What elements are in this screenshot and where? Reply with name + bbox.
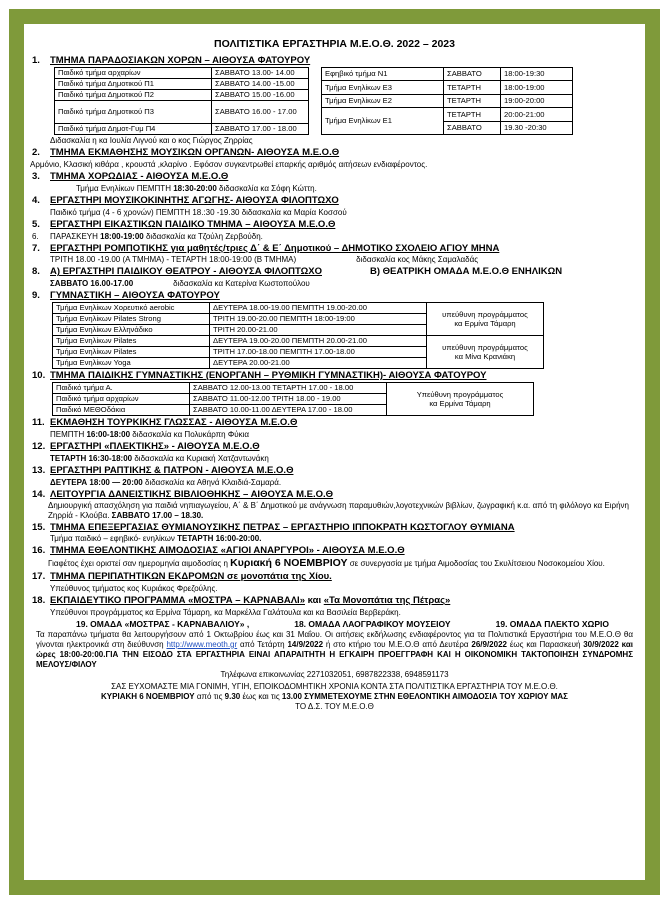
section-3-heading: 3. ΤΜΗΜΑ ΧΟΡΩΔΙΑΣ - ΑΙΘΟΥΣΑ Μ.Ε.Ο.Θ	[32, 170, 229, 182]
table-row: Παιδικό τμήμα Α. ΣΑΒΒΑΤΟ 12.00-13.00 ΤΕΤΑΡΤΗ 17.00 - 18.00 Υπεύθυνη προγράμματος κα Ερμίνα Τάμαρη	[53, 383, 534, 394]
table-row: Τμήμα Ενηλίκων Ε2 ΤΕΤΑΡΤΗ 19:00-20:00	[322, 94, 573, 107]
section-14-heading: 14. ΛΕΙΤΟΥΡΓΙΑ ΔΑΝΕΙΣΤΙΚΗΣ ΒΙΒΛΙΟΘΗΚΗΣ – ΑΙΘΟΥΣΑ Μ.Ε.Ο.Θ	[32, 488, 334, 500]
section-title: ΤΜΗΜΑ ΠΑΡΑΔΟΣΙΑΚΩΝ ΧΟΡΩΝ – ΑΙΘΟΥΣΑ ΦΑΤΟΥΡΟΥ	[50, 55, 311, 67]
table-row: Τμήμα Ενηλίκων Ελληνάδικο ΤΡΙΤΗ 20.00-21.00	[53, 325, 544, 336]
section-6-text: 6. ΠΑΡΑΣΚΕΥΗ 18:00-19:00 διδασκαλία κα Τζούλη Ζερβούδη.	[32, 231, 263, 241]
section-13-heading: 13. ΕΡΓΑΣΤΗΡΙ ΡΑΠΤΙΚΗΣ & ΠΑΤΡΟΝ - ΑΙΘΟΥΣΑ Μ.Ε.Ο.Θ	[32, 464, 294, 476]
section-8-heading: 8. Α) ΕΡΓΑΣΤΗΡΙ ΠΑΙΔΙΚΟΥ ΘΕΑΤΡΟΥ - ΑΙΘΟΥΣΑ ΦΙΛΟΠΤΩΧΟ Β) ΘΕΑΤΡΙΚΗ ΟΜΑΔΑ Μ.Ε.Ο.Θ ΕΝΗΛΙΚΩΝ	[32, 266, 563, 278]
section-11-text: ΠΕΜΠΤΗ 16:00-18:00 διδασκαλία κα Πολυκάρπη Φύκια	[50, 429, 249, 439]
section-1-heading	[30, 55, 639, 67]
table-row: Παιδικό τμήμα Δημοτικού Π3 ΣΑΒΒΑΤΟ 16.00 - 17.00	[55, 101, 309, 124]
dance-adults-table	[321, 67, 573, 135]
table-row: ΣΑΒΒΑΤΟ 19.30 -20:30	[322, 121, 573, 134]
registration-notice: Τα παραπάνω τμήματα θα λειτουργήσουν από 1 Οκτωβρίου έως και 31 Μαΐου. Οι αιτήσεις εκδήλωσης ενδιαφέροντος για τα Πολιτιστικά Εργαστήρια του Μ.Ε.Ο.Θ θα γίνονται ηλεκτρονικά στη διεύθυνση http://www.meoth.gr από Τετάρτη 14/9/2022 ή στο κτήριο του Μ.Ε.Ο.Θ από Δευτέρα 26/9/2022 έως και Παρασκευή 30/9/2022 και ώρες 18:00-20:00.ΓΙΑ ΤΗΝ ΕΙΣΟΔΟ ΣΤΑ ΕΡΓΑΣΤΗΡΙΑ ΕΙΝΑΙ ΑΠΑΡΑΙΤΗΤΗ Η ΕΓΚΑΙΡΗ ΠΡΟΕΓΓΡΑΦΗ ΚΑΙ Η ΟΙΚΟΝΟΜΙΚΗ ΤΑΚΤΟΠΟΙΗΣΗ ΣΥΝΔΡΟΜΗΣ ΜΕΛΟΥΣ/ΦΙΛΟΥ	[36, 629, 634, 669]
section-5-heading: 5. ΕΡΓΑΣΤΗΡΙ ΕΙΚΑΣΤΙΚΩΝ ΠΑΙΔΙΚΟ ΤΜΗΜΑ – ΑΙΘΟΥΣΑ Μ.Ε.Ο.Θ	[32, 218, 336, 230]
section-2-text: Αρμόνιο, Κλασική κιθάρα , κρουστά ,κλαρίνο . Εφόσον συγκεντρωθεί επαρκής αριθμός αιτήσεων ενδιαφέροντος.	[30, 159, 428, 169]
section-7-heading: 7. ΕΡΓΑΣΤΗΡΙ ΡΟΜΠΟΤΙΚΗΣ για μαθητές/τριες Δ΄ & Ε΄ Δημοτικού – ΔΗΜΟΤΙΚΟ ΣΧΟΛΕΙΟ ΑΓΙΟΥ ΜΗΝΑ	[32, 242, 500, 254]
table-row: Τμήμα Ενηλίκων Yoga ΔΕΥΤΕΡΑ 20.00-21.00	[53, 358, 544, 369]
table-row: Τμήμα Ενηλίκων Pilates ΤΡΙΤΗ 17.00-18.00 ΠΕΜΠΤΗ 17.00-18.00	[53, 347, 544, 358]
table-row: Παιδικό τμήμα αρχαρίων ΣΑΒΒΑΤΟ 11.00-12.00 ΤΡΙΤΗ 18.00 - 19.00	[53, 394, 534, 405]
section-14-text: Δημιουργική απασχόληση για παιδιά νηπιαγωγείου, Α΄ & Β΄ Δημοτικού με ανάγνωση παραμυθιών,λογοτεχνικών βιβλίων, ζωγραφική κ.α. από τη φιλόλογο κα Ειρήνη Ζηρρίά - Κλούβα. ΣΑΒΒΑΤΟ 17.00 – 18.30.	[48, 500, 629, 520]
section-12-text: ΤΕΤΑΡΤΗ 16:30-18:00 διδασκαλία κα Κυριακή Χατζαντωνάκη	[50, 453, 269, 463]
section-10-heading: 10. ΤΜΗΜΑ ΠΑΙΔΙΚΗΣ ΓΥΜΝΑΣΤΙΚΗΣ (ΕΝΟΡΓΑΝΗ – ΡΥΘΜΙΚΗ ΓΥΜΝΑΣΤΙΚΗ)- ΑΙΘΟΥΣΑ ΦΑΤΟΥΡΟΥ	[32, 370, 487, 382]
table-row: Παιδικό τμήμα αρχαρίων ΣΑΒΒΑΤΟ 13.00- 14.00	[55, 68, 309, 79]
section-4-heading: 4. ΕΡΓΑΣΤΗΡΙ ΜΟΥΣΙΚΟΚΙΝΗΤΗΣ ΑΓΩΓΗΣ- ΑΙΘΟΥΣΑ ΦΙΛΟΠΤΩΧΟ	[32, 194, 339, 206]
table-row: Παιδικό τμήμα Δημοτ-Γυμ Π4 ΣΑΒΒΑΤΟ 17.00 - 18.00	[55, 124, 309, 135]
section-12-heading: 12. ΕΡΓΑΣΤΗΡΙ «ΠΛΕΚΤΙΚΗΣ» - ΑΙΘΟΥΣΑ Μ.Ε.Ο.Θ	[32, 440, 260, 452]
groups-row: 19. ΟΜΑΔΑ «ΜΟΣΤΡΑΣ - ΚΑΡΝΑΒΑΛΙΟΥ» , 18. ΟΜΑΔΑ ΛΑΟΓΡΑΦΙΚΟΥ ΜΟΥΣΕΙΟΥ 19. ΟΜΑΔΑ ΠΛΕΚΤΟ ΧΩΡΙΟ	[76, 619, 609, 630]
section-2-heading: 2. ΤΜΗΜΑ ΕΚΜΑΘΗΣΗΣ ΜΟΥΣΙΚΩΝ ΟΡΓΑΝΩΝ- ΑΙΘΟΥΣΑ Μ.Ε.Ο.Θ	[32, 147, 340, 158]
section-18-text: Υπεύθυνοι προγράμματος κα Ερμίνα Τάμαρη, κα Μαρκέλλα Γαλάτουλα και κα Βασιλεία Βερβεράκη.	[50, 608, 401, 618]
table-row: Τμήμα Ενηλίκων Pilates Strong ΤΡΙΤΗ 19.00-20.00 ΠΕΜΠΤΗ 18:00-19:00	[53, 314, 544, 325]
section-16-text: Γιαφέτος έχει οριστεί σαν ημερομηνία αιμοδοσίας η Κυριακή 6 ΝΟΕΜΒΡΙΟΥ σε συνεργασία με τμήμα Αιμοδοσίας του Σκυλίτσειου Νοσοκομείου Χίου.	[48, 557, 605, 570]
section-1-teachers: Διδασκαλία η κα Ιουλία Λιγνού και ο κος Γιώργος Ζηρρίας	[50, 136, 253, 145]
document-page	[30, 32, 639, 874]
table-row: Παιδικό τμήμα Δημοτικού Π2 ΣΑΒΒΑΤΟ 15.00 -16.00	[55, 90, 309, 101]
section-8-text: ΣΑΒΒΑΤΟ 16.00-17.00 διδασκαλία κα Κατερίνα Κωστοπούλου	[50, 279, 310, 289]
section-4-text: Παιδικό τμήμα (4 - 6 χρονών) ΠΕΜΠΤΗ 18.:30 -19.30 διδασκαλία κα Μαρία Κοσσού	[50, 207, 347, 217]
signature: ΤΟ Δ.Σ. ΤΟΥ Μ.Ε.Ο.Θ	[295, 701, 374, 711]
section-11-heading: 11. ΕΚΜΑΘΗΣΗ ΤΟΥΡΚΙΚΗΣ ΓΛΩΣΣΑΣ - ΑΙΘΟΥΣΑ Μ.Ε.Ο.Θ	[32, 417, 298, 428]
website-link[interactable]: http://www.meoth.gr	[166, 639, 238, 649]
gym-table	[52, 302, 544, 369]
table-row: Εφηβικό τμήμα Ν1 ΣΑΒΒΑΤΟ 18:00-19:30	[322, 68, 573, 81]
page-title: ΠΟΛΙΤΙΣΤΙΚΑ ΕΡΓΑΣΤΗΡΙΑ Μ.Ε.Ο.Θ. 2022 – 2023	[214, 38, 455, 50]
table-row: Τμήμα Ενηλίκων Χορευτικό aerobic ΔΕΥΤΕΡΑ 18.00-19.00 ΠΕΜΠΤΗ 19.00-20.00 υπεύθυνη προγράμματος κα Ερμίνα Τάμαρη	[53, 303, 544, 314]
kids-gym-table	[52, 382, 534, 416]
table-row: Τμήμα Ενηλίκων Ε1 ΤΕΤΑΡΤΗ 20:00-21:00	[322, 108, 573, 121]
section-1-tables	[30, 67, 639, 135]
table-row: Τμήμα Ενηλίκων Pilates ΔΕΥΤΕΡΑ 19.00-20.00 ΠΕΜΠΤΗ 20.00-21.00 υπεύθυνη προγράμματος κα Μίνα Κρανιάκη	[53, 336, 544, 347]
section-17-heading: 17. ΤΜΗΜΑ ΠΕΡΙΠΑΤΗΤΙΚΩΝ ΕΚΔΡΟΜΩΝ σε μονοπάτια της Χίου.	[32, 571, 332, 583]
table-row: Παιδικό τμήμα Δημοτικού Π1 ΣΑΒΒΑΤΟ 14.00 -15.00	[55, 79, 309, 90]
blood-donation-note: ΚΥΡΙΑΚΗ 6 ΝΟΕΜΒΡΙΟΥ από τις 9.30 έως και τις 13.00 ΣΥΜΜΕΤΕΧΟΥΜΕ ΣΤΗΝ ΕΘΕΛΟΝΤΙΚΗ ΑΙΜΟΔΟΣΙΑ ΤΟΥ ΧΩΡΙΟΥ ΜΑΣ	[101, 691, 568, 701]
section-9-heading: 9. ΓΥΜΝΑΣΤΙΚΗ – ΑΙΘΟΥΣΑ ΦΑΤΟΥΡΟΥ	[32, 290, 220, 302]
dance-children-table	[54, 67, 309, 135]
section-16-heading: 16. ΤΜΗΜΑ ΕΘΕΛΟΝΤΙΚΗΣ ΑΙΜΟΔΟΣΙΑΣ «ΑΓΙΟΙ ΑΝΑΡΓΥΡΟΙ» - ΑΙΘΟΥΣΑ Μ.Ε.Ο.Θ	[32, 545, 405, 557]
section-18-heading: 18. ΕΚΠΑΙΔΕΥΤΙΚΟ ΠΡΟΓΡΑΜΜΑ «ΜΟΣΤΡΑ – ΚΑΡΝΑΒΑΛΙ» και «Τα Μονοπάτια της Πέτρας»	[32, 595, 451, 607]
contact-phones: Τηλέφωνα επικοινωνίας 2271032051, 6987822338, 6948591173	[220, 669, 449, 679]
section-3-text: Τμήμα Ενηλίκων ΠΕΜΠΤΗ 18:30-20:00 διδασκαλία κα Σόφη Κώττη.	[76, 183, 317, 193]
table-row: Παιδικό ΜΕΘΟδάκια ΣΑΒΒΑΤΟ 10.00-11.00 ΔΕΥΤΕΡΑ 17.00 - 18.00	[53, 405, 534, 416]
section-number: 1.	[32, 55, 40, 67]
section-17-text: Υπεύθυνος τμήματος κος Κυριάκος Φρεζούλης.	[50, 584, 218, 594]
section-15-heading: 15. ΤΜΗΜΑ ΕΠΕΞΕΡΓΑΣΙΑΣ ΘΥΜΙΑΝΟΥΣΙΚΗΣ ΠΕΤΡΑΣ – ΕΡΓΑΣΤΗΡΙΟ ΙΠΠΟΚΡΑΤΗ ΚΩΣΤΟΓΛΟΥ ΘΥΜΙΑΝΑ	[32, 521, 515, 533]
section-13-text: ΔΕΥΤΕΡΑ 18:00 — 20:00 διδασκαλία κα Αθηνά Κλαιδιά-Σαμαρά.	[50, 477, 282, 487]
closing-wish: ΣΑΣ ΕΥΧΟΜΑΣΤΕ ΜΙΑ ΓΟΝΙΜΗ, ΥΓΙΗ, ΕΠΟΙΚΟΔΟΜΗΤΙΚΗ ΧΡΟΝΙΑ ΚΟΝΤΑ ΣΤΑ ΠΟΛΙΤΙΣΤΙΚΑ ΕΡΓΑΣΤΗΡΙΑ ΤΟΥ Μ.Ε.Ο.Θ.	[111, 681, 558, 691]
table-row: Τμήμα Ενηλίκων Ε3 ΤΕΤΑΡΤΗ 18:00-19:00	[322, 81, 573, 94]
section-7-text: ΤΡΙΤΗ 18.00 -19.00 (Α ΤΜΗΜΑ) - ΤΕΤΑΡΤΗ 18:00-19:00 (Β ΤΜΗΜΑ) διδασκαλία κος Μάκης Σαμαλαδάς	[50, 255, 479, 265]
section-15-text: Τμήμα παιδικό – εφηβικό- ενηλίκων ΤΕΤΑΡΤΗ 16:00-20:00.	[50, 534, 262, 544]
